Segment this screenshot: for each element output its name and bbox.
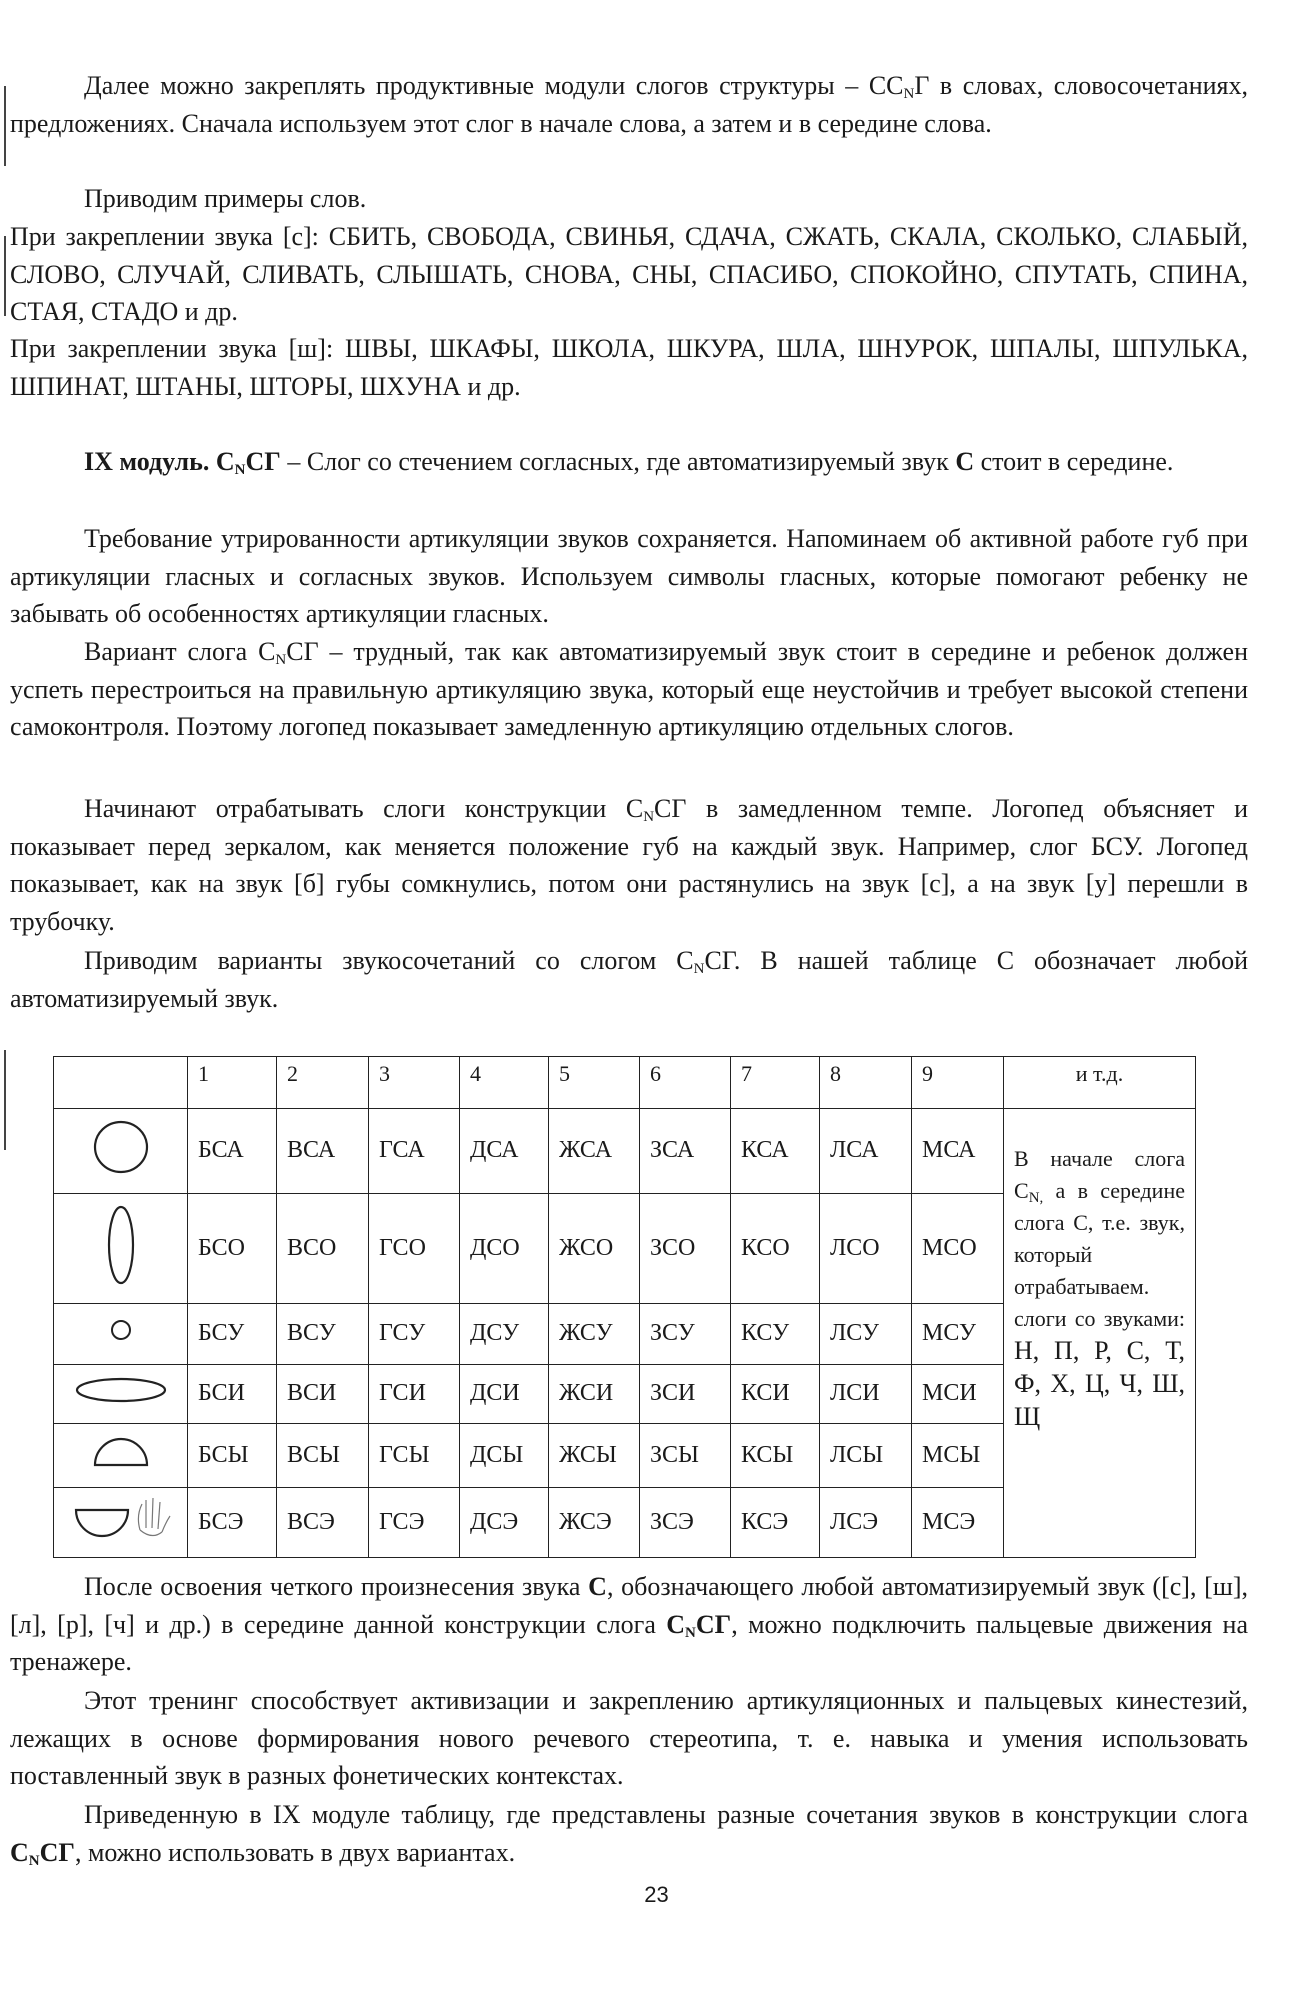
syllable-cell: ЖСА xyxy=(549,1108,640,1194)
syllable-cell: ВСУ xyxy=(277,1304,369,1364)
text-run: Г в словах, словосочетаниях, предложениях. Сначала используем этот слог в начале слова, а затем и в середине слова. xyxy=(10,71,1248,138)
paragraph-table-intro xyxy=(10,942,1248,1017)
syllable-cell: МСА xyxy=(912,1108,1004,1194)
syllable-cell: КСЫ xyxy=(731,1423,820,1487)
text-run: С xyxy=(588,1572,607,1601)
syllable-cell: ЖСЫ xyxy=(549,1423,640,1487)
syllable-cell: ВСЭ xyxy=(277,1487,369,1557)
text-run: IX модуль. С xyxy=(84,447,235,476)
syllable-cell: ЖСО xyxy=(549,1194,640,1304)
text-run: С xyxy=(666,1609,686,1639)
table-row xyxy=(54,1108,1196,1194)
syllable-cell: БСО xyxy=(188,1194,277,1304)
module-heading xyxy=(10,443,1248,481)
text-run: , можно использовать в двух вариантах. xyxy=(74,1837,516,1867)
column-header: 2 xyxy=(277,1057,369,1109)
syllable-cell: БСЭ xyxy=(188,1487,277,1557)
paragraph-slow-tempo xyxy=(10,790,1248,940)
column-header: 3 xyxy=(369,1057,460,1109)
syllable-cell: БСУ xyxy=(188,1304,277,1364)
syllable-cell: МСУ xyxy=(912,1304,1004,1364)
syllable-cell: ЛСО xyxy=(820,1194,912,1304)
syllable-cell: ЖСЭ xyxy=(549,1487,640,1557)
column-header: 6 xyxy=(640,1057,731,1109)
text-run: Начинают отрабатывать слоги конструкции С xyxy=(84,794,644,823)
syllable-cell: ЖСУ xyxy=(549,1304,640,1364)
text-run: , можно подключить пальцевые движения на тренажере. xyxy=(10,1609,1248,1676)
text-run: С xyxy=(10,1837,29,1867)
syllable-cell: КСЭ xyxy=(731,1487,820,1557)
text-run: СГ в замедленном темпе. Логопед объясняет и показывает перед зеркалом, как меняется положение губ на каждый звук. Например, слог БСУ. Логопед показывает, как на звук [б] губы сомкнулись, потом они растянулись на звук [с], а на звук [у] перешли в трубочку. xyxy=(10,794,1248,936)
paragraph-sound-sh-words xyxy=(10,330,1248,405)
syllable-cell: БСИ xyxy=(188,1364,277,1423)
syllable-cell: ГСО xyxy=(369,1194,460,1304)
half-dome-icon xyxy=(54,1423,188,1487)
text-run: СГ xyxy=(245,447,281,476)
syllable-cell: ВСА xyxy=(277,1108,369,1194)
table-note xyxy=(1004,1108,1196,1557)
note-run: Н, П, Р, С, Т, Ф, Х, Ц, Ч, Ш, Щ xyxy=(1014,1335,1185,1431)
syllable-cell: ДСО xyxy=(460,1194,549,1304)
syllable-cell: ЗСО xyxy=(640,1194,731,1304)
syllable-cell: ЛСА xyxy=(820,1108,912,1194)
paragraph-finger-movements xyxy=(10,1568,1248,1681)
column-header: 4 xyxy=(460,1057,549,1109)
syllable-cell: ГСЭ xyxy=(369,1487,460,1557)
text-run: СГ – трудный, так как автоматизируемый звук стоит в середине и ребенок должен успеть перестроиться на правильную артикуляцию звука, который еще неустойчив и требует высокой степени самоконтроля. Поэтому логопед показывает замедленную артикуляцию отдельных слогов. xyxy=(10,637,1248,741)
column-header: 7 xyxy=(731,1057,820,1109)
text-run: При закреплении звука [ш]: ШВЫ, ШКАФЫ, ШКОЛА, ШКУРА, ШЛА, ШНУРОК, ШПАЛЫ, ШПУЛЬКА, ШПИНАТ, ШТАНЫ, ШТОРЫ, ШХУНА и др. xyxy=(10,334,1248,401)
syllable-cell: МСЭ xyxy=(912,1487,1004,1557)
text-run: Вариант слога С xyxy=(84,637,276,666)
column-header-etc: и т.д. xyxy=(1004,1057,1196,1109)
syllable-cell: КСИ xyxy=(731,1364,820,1423)
table-corner-cell xyxy=(54,1057,188,1109)
syllable-cell: ЗСЫ xyxy=(640,1423,731,1487)
text-run: N xyxy=(643,809,655,825)
syllable-cell: ЗСУ xyxy=(640,1304,731,1364)
syllable-cell: ГСУ xyxy=(369,1304,460,1364)
text-run: N xyxy=(234,462,246,478)
ellipse-vertical-icon xyxy=(54,1194,188,1304)
paragraph-training xyxy=(10,1682,1248,1795)
column-header: 8 xyxy=(820,1057,912,1109)
text-run: , обозначающего любой автоматизируемый звук ([с], [ш], [л], [р], [ч] и др.) в середине данной конструкции слога xyxy=(10,1572,1248,1639)
text-run: СГ xyxy=(39,1837,75,1867)
syllable-table xyxy=(53,1056,1196,1558)
text-run: После освоения четкого произнесения звука xyxy=(84,1572,589,1601)
page-number: 23 xyxy=(644,1882,669,1907)
syllable-cell: КСО xyxy=(731,1194,820,1304)
syllable-cell: БСЫ xyxy=(188,1423,277,1487)
margin-mark xyxy=(4,236,6,316)
syllable-cell: МСО xyxy=(912,1194,1004,1304)
text-run: Этот тренинг способствует активизации и закреплению артикуляционных и пальцевых кинестезий, лежащих в основе формирования нового речевого стереотипа, т. е. навыка и умения использовать поставленный звук в разных фонетических контекстах. xyxy=(10,1686,1248,1790)
column-header: 1 xyxy=(188,1057,277,1109)
text-run: стоит в середине. xyxy=(974,447,1174,476)
syllable-cell: ЗСЭ xyxy=(640,1487,731,1557)
syllable-cell: ГСА xyxy=(369,1108,460,1194)
margin-mark xyxy=(4,86,6,166)
table-header-row xyxy=(54,1057,1196,1109)
text-run: СГ xyxy=(695,1609,732,1639)
paragraph-sound-s-words xyxy=(10,218,1248,331)
text-run: Приводим варианты звукосочетаний со слогом С xyxy=(84,946,694,975)
text-run: С xyxy=(955,447,975,476)
text-run: Приводим примеры слов. xyxy=(84,184,367,213)
syllable-cell: ДСА xyxy=(460,1108,549,1194)
syllable-cell: ДСЫ xyxy=(460,1423,549,1487)
syllable-cell: ВСЫ xyxy=(277,1423,369,1487)
text-run: Приведенную в IX модуле таблицу, где представлены разные сочетания звуков в конструкции слога xyxy=(84,1800,1248,1829)
margin-mark xyxy=(4,1050,6,1150)
syllable-cell: БСА xyxy=(188,1108,277,1194)
half-bowl-hand-icon xyxy=(54,1487,188,1557)
note-run: N, xyxy=(1028,1189,1044,1206)
text-run: – Слог со стечением согласных, где автоматизируемый звук xyxy=(280,447,956,476)
text-run: Требование утрированности артикуляции звуков сохраняется. Напоминаем об активной работе губ при артикуляции гласных и согласных звуков. Используем символы гласных, которые помогают ребенку не забывать об особенностях артикуляции гласных. xyxy=(10,524,1248,628)
syllable-cell: ВСИ xyxy=(277,1364,369,1423)
text-run: N xyxy=(693,961,705,977)
syllable-cell: КСУ xyxy=(731,1304,820,1364)
syllable-cell: ДСЭ xyxy=(460,1487,549,1557)
syllable-cell: ДСИ xyxy=(460,1364,549,1423)
paragraph-examples-intro xyxy=(10,180,1248,218)
column-header: 5 xyxy=(549,1057,640,1109)
paragraph-two-variants xyxy=(10,1796,1248,1871)
text-run: При закреплении звука [с]: СБИТЬ, СВОБОДА, СВИНЬЯ, СДАЧА, СЖАТЬ, СКАЛА, СКОЛЬКО, СЛАБЫЙ, СЛОВО, СЛУЧАЙ, СЛИВАТЬ, СЛЫШАТЬ, СНОВА, СНЫ, СПАСИБО, СПОКОЙНО, СПУТАТЬ, СПИНА, СТАЯ, СТАДО и др. xyxy=(10,222,1248,326)
syllable-cell: ГСЫ xyxy=(369,1423,460,1487)
text-run: Далее можно закреплять продуктивные модули слогов структуры – СС xyxy=(84,71,904,100)
paragraph-intro xyxy=(10,67,1248,142)
syllable-cell: ЖСИ xyxy=(549,1364,640,1423)
text-run: N xyxy=(685,1624,696,1641)
text-run: N xyxy=(28,1852,40,1869)
column-header: 9 xyxy=(912,1057,1004,1109)
paragraph-difficult-variant xyxy=(10,633,1248,746)
syllable-cell: КСА xyxy=(731,1108,820,1194)
syllable-cell: ГСИ xyxy=(369,1364,460,1423)
syllable-cell: ДСУ xyxy=(460,1304,549,1364)
syllable-cell: ЗСА xyxy=(640,1108,731,1194)
circle-large-icon xyxy=(54,1108,188,1194)
syllable-cell: ЛСЭ xyxy=(820,1487,912,1557)
syllable-cell: ЛСИ xyxy=(820,1364,912,1423)
syllable-cell: ВСО xyxy=(277,1194,369,1304)
ellipse-horizontal-icon xyxy=(54,1364,188,1423)
text-run: N xyxy=(275,652,287,668)
circle-small-icon xyxy=(54,1304,188,1364)
text-run: N xyxy=(903,86,915,102)
syllable-cell: МСЫ xyxy=(912,1423,1004,1487)
syllable-cell: ЗСИ xyxy=(640,1364,731,1423)
syllable-cell: ЛСЫ xyxy=(820,1423,912,1487)
syllable-cell: МСИ xyxy=(912,1364,1004,1423)
note-run: В начале слога С xyxy=(1014,1145,1185,1203)
text-run: СГ. В нашей таблице С обозначает любой автоматизируемый звук. xyxy=(10,946,1248,1013)
note-run: а в середине слога С, т.е. звук, который отрабатываем. слоги со звуками: xyxy=(1014,1177,1185,1331)
syllable-cell: ЛСУ xyxy=(820,1304,912,1364)
paragraph-articulation xyxy=(10,520,1248,633)
